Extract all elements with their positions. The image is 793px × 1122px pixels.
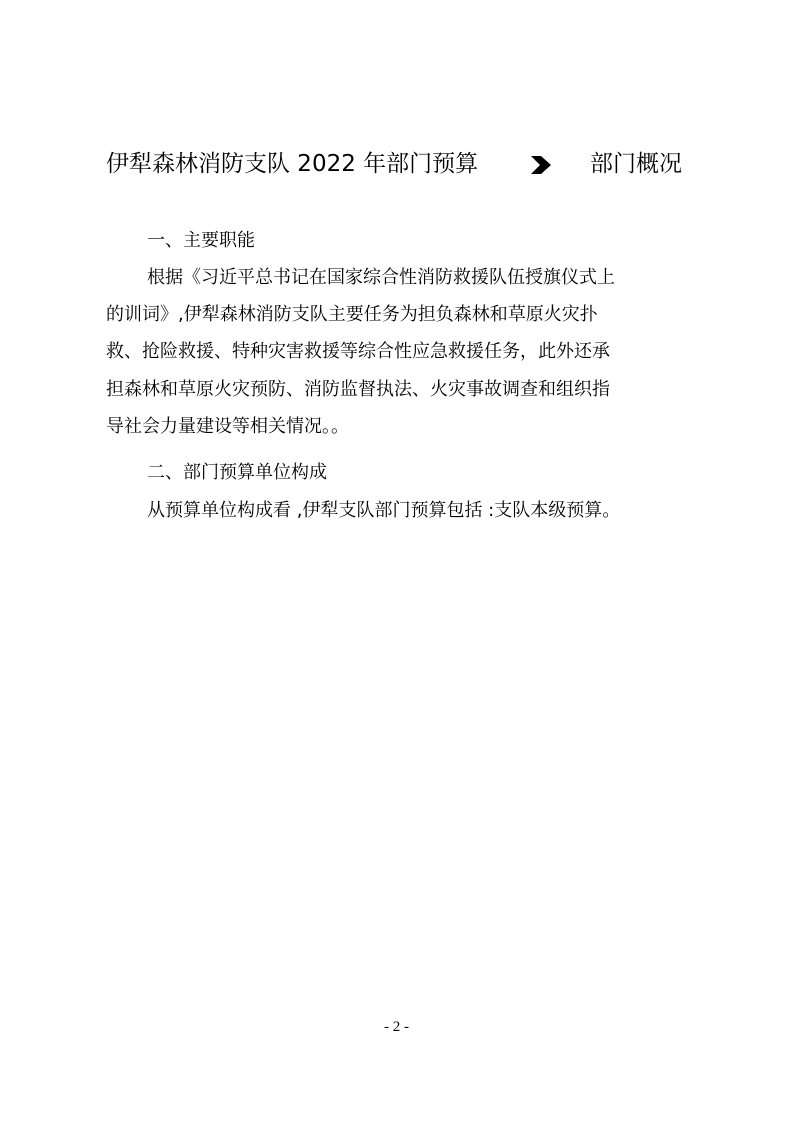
paragraph-line: 担森林和草原火灾预防、消防监督执法、火灾事故调查和组织指	[106, 379, 610, 400]
paragraph-line: 救、抢险救援、特种灾害救援等综合性应急救援任务，此外还承	[106, 341, 610, 362]
page-number: - 2 -	[384, 1019, 409, 1035]
paragraph-line: 根据《习近平总书记在国家综合性消防救援队伍授旗仪式上	[147, 267, 615, 288]
paragraph-line: 的训词》,伊犁森林消防支队主要任务为担负森林和草原火灾扑	[106, 304, 598, 325]
section-heading-budget-units: 二、部门预算单位构成	[147, 462, 327, 483]
chevron-right-icon	[528, 154, 554, 176]
document-title-row	[106, 144, 706, 184]
paragraph-line: 导社会力量建设等相关情况。。	[106, 416, 349, 437]
document-title: 伊犁森林消防支队 2022 年部门预算	[106, 151, 479, 177]
budget-units-paragraph: 从预算单位构成看 ,伊犁支队部门预算包括 :支队本级预算。	[147, 500, 621, 521]
section-heading-main-functions: 一、主要职能	[147, 230, 255, 251]
document-subtitle: 部门概况	[590, 151, 682, 177]
